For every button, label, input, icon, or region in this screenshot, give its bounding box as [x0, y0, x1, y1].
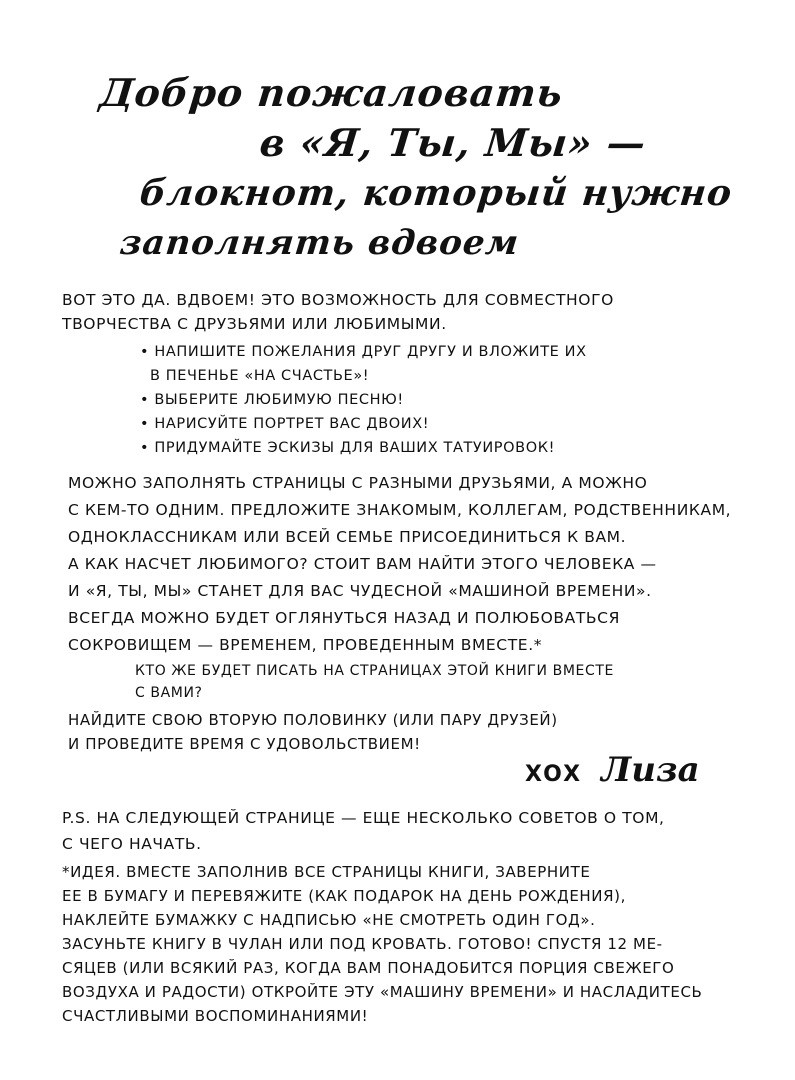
text-line: НАКЛЕЙТЕ БУМАЖКУ С НАДПИСЬЮ «НЕ СМОТРЕТЬ ОДИН ГОД».	[62, 911, 596, 929]
list-item: В ПЕЧЕНЬЕ «НА СЧАСТЬЕ»!	[150, 368, 370, 384]
title-line: в «Я, Ты, Мы» —	[257, 120, 649, 165]
list-item: • НАПИШИТЕ ПОЖЕЛАНИЯ ДРУГ ДРУГУ И ВЛОЖИТЕ ИХ	[140, 344, 587, 360]
text-line: СЯЦЕВ (ИЛИ ВСЯКИЙ РАЗ, КОГДА ВАМ ПОНАДОБИТСЯ ПОРЦИЯ СВЕЖЕГО	[62, 959, 675, 977]
list-item: • ПРИДУМАЙТЕ ЭСКИЗЫ ДЛЯ ВАШИХ ТАТУИРОВОК!	[140, 440, 556, 456]
text-line: P.S. НА СЛЕДУЮЩЕЙ СТРАНИЦЕ — ЕЩЕ НЕСКОЛЬКО СОВЕТОВ О ТОМ,	[62, 809, 665, 827]
text-line: С КЕМ-ТО ОДНИМ. ПРЕДЛОЖИТЕ ЗНАКОМЫМ, КОЛЛЕГАМ, РОДСТВЕННИКАМ,	[68, 501, 732, 519]
signature-name: Лиза	[601, 750, 700, 790]
signature-xox: XOX	[525, 762, 583, 787]
question-paragraph	[135, 660, 735, 704]
idea-note	[62, 860, 762, 1028]
text-line: МОЖНО ЗАПОЛНЯТЬ СТРАНИЦЫ С РАЗНЫМИ ДРУЗЬЯМИ, А МОЖНО	[68, 474, 648, 492]
title-line: Добро пожаловать	[97, 70, 566, 115]
text-line: ВСЕГДА МОЖНО БУДЕТ ОГЛЯНУТЬСЯ НАЗАД И ПОЛЮБОВАТЬСЯ	[68, 609, 620, 627]
page-title	[97, 68, 740, 268]
text-line: И «Я, ТЫ, МЫ» СТАНЕТ ДЛЯ ВАС ЧУДЕСНОЙ «МАШИНОЙ ВРЕМЕНИ».	[68, 582, 652, 600]
text-line: ЕЕ В БУМАГУ И ПЕРЕВЯЖИТЕ (КАК ПОДАРОК НА ДЕНЬ РОЖДЕНИЯ),	[62, 887, 626, 905]
text-line: ЗАСУНЬТЕ КНИГУ В ЧУЛАН ИЛИ ПОД КРОВАТЬ. ГОТОВО! СПУСТЯ 12 МЕ-	[62, 935, 663, 953]
main-paragraph	[68, 470, 768, 659]
signature	[525, 750, 700, 790]
list-item: • НАРИСУЙТЕ ПОРТРЕТ ВАС ДВОИХ!	[140, 416, 430, 432]
text-line: ОДНОКЛАССНИКАМ ИЛИ ВСЕЙ СЕМЬЕ ПРИСОЕДИНИТЬСЯ К ВАМ.	[68, 528, 627, 546]
title-line: блокнот, который нужно	[137, 172, 735, 214]
text-line: С ВАМИ?	[135, 685, 203, 701]
closing-paragraph	[68, 708, 768, 756]
text-line: ВОЗДУХА И РАДОСТИ) ОТКРОЙТЕ ЭТУ «МАШИНУ ВРЕМЕНИ» И НАСЛАДИТЕСЬ	[62, 983, 703, 1001]
text-line: КТО ЖЕ БУДЕТ ПИСАТЬ НА СТРАНИЦАХ ЭТОЙ КНИГИ ВМЕСТЕ	[135, 663, 614, 679]
text-line: ТВОРЧЕСТВА С ДРУЗЬЯМИ ИЛИ ЛЮБИМЫМИ.	[62, 315, 447, 333]
ideas-list	[140, 340, 740, 460]
text-line: СЧАСТЛИВЫМИ ВОСПОМИНАНИЯМИ!	[62, 1007, 369, 1025]
title-line: заполнять вдвоем	[117, 223, 522, 263]
text-line: С ЧЕГО НАЧАТЬ.	[62, 835, 202, 853]
list-item: • ВЫБЕРИТЕ ЛЮБИМУЮ ПЕСНЮ!	[140, 392, 404, 408]
postscript	[62, 805, 762, 857]
text-line: И ПРОВЕДИТЕ ВРЕМЯ С УДОВОЛЬСТВИЕМ!	[68, 735, 421, 753]
text-line: СОКРОВИЩЕМ — ВРЕМЕНЕМ, ПРОВЕДЕННЫМ ВМЕСТЕ.*	[68, 636, 543, 654]
intro-paragraph	[62, 288, 762, 336]
text-line: ВОТ ЭТО ДА. ВДВОЕМ! ЭТО ВОЗМОЖНОСТЬ ДЛЯ СОВМЕСТНОГО	[62, 291, 614, 309]
text-line: НАЙДИТЕ СВОЮ ВТОРУЮ ПОЛОВИНКУ (ИЛИ ПАРУ ДРУЗЕЙ)	[68, 711, 558, 729]
text-line: *ИДЕЯ. ВМЕСТЕ ЗАПОЛНИВ ВСЕ СТРАНИЦЫ КНИГИ, ЗАВЕРНИТЕ	[62, 863, 591, 881]
text-line: А КАК НАСЧЕТ ЛЮБИМОГО? СТОИТ ВАМ НАЙТИ ЭТОГО ЧЕЛОВЕКА —	[68, 555, 657, 573]
